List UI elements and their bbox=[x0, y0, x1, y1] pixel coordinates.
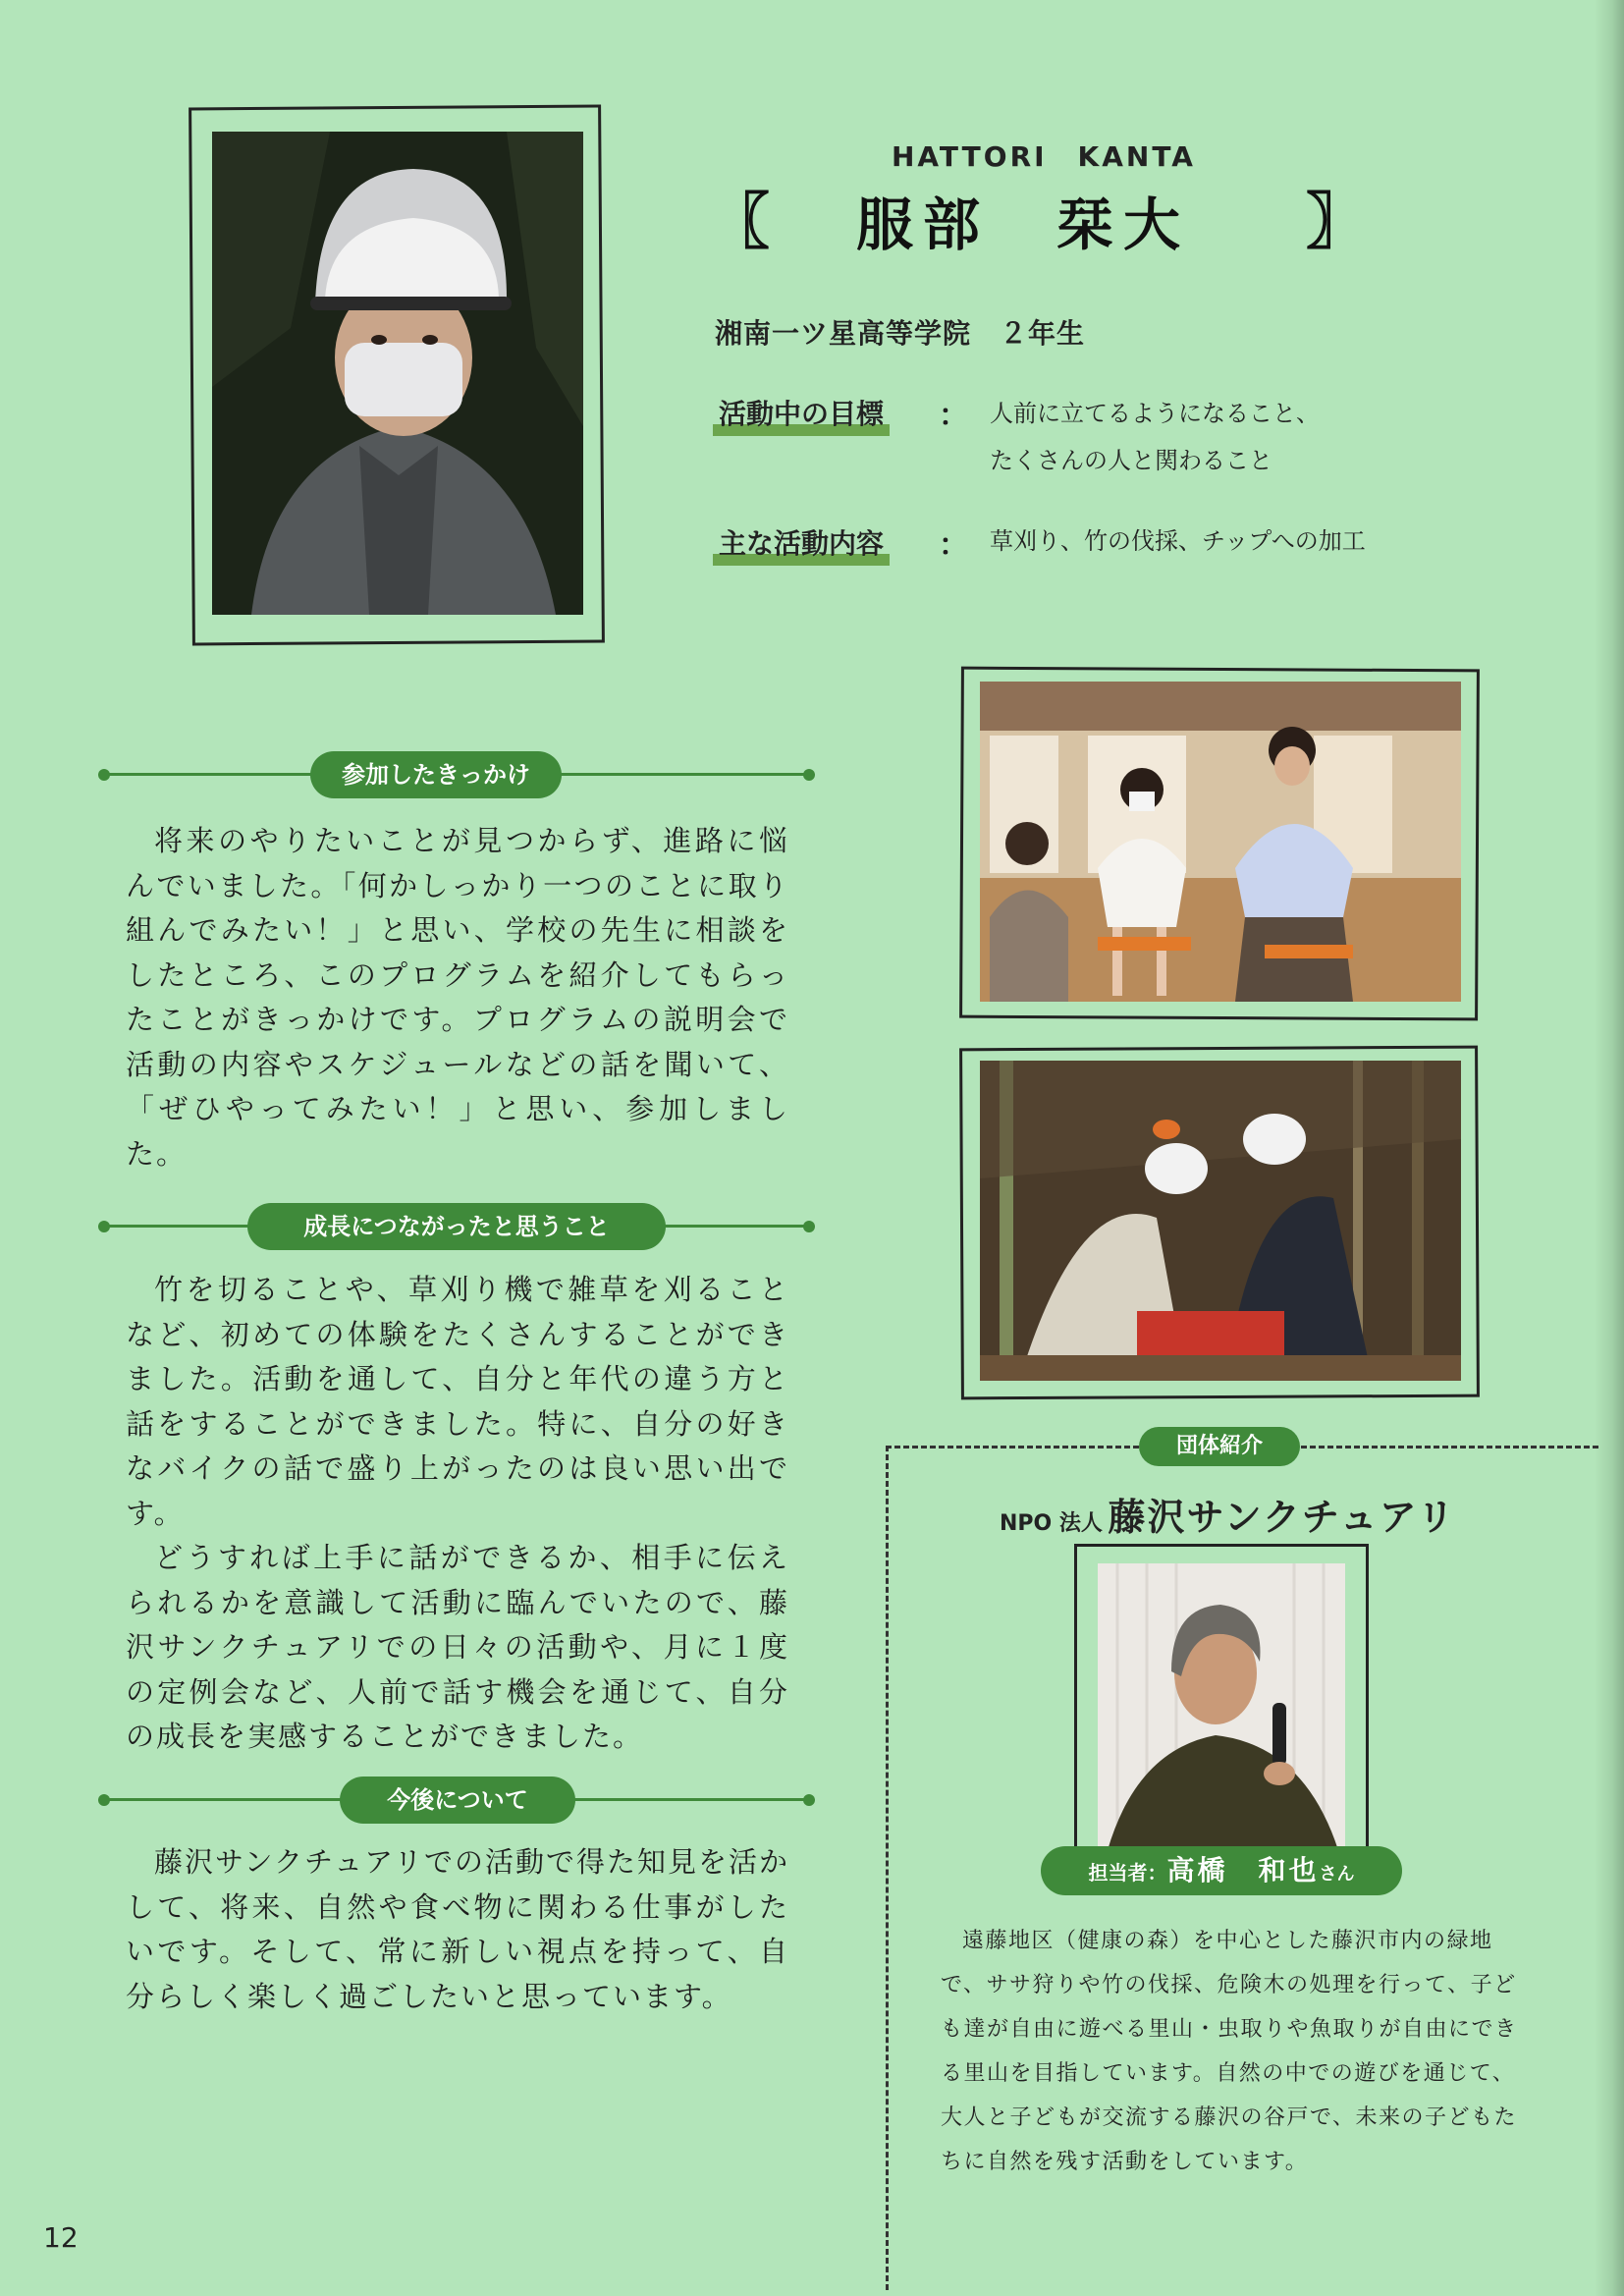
page-edge-shadow bbox=[1595, 0, 1624, 2296]
section-3-right-dot bbox=[803, 1794, 815, 1806]
org-description: 遠藤地区（健康の森）を中心とした藤沢市内の緑地で、ササ狩りや竹の伐採、危険木の処理を行って、子ども達が自由に遊べる里山・虫取りや魚取りが自由にできる里山を目指しています。自然の中での遊びを通じて、大人と子どもが交流する藤沢の谷戸で、未来の子どもたちに自然を残す活動をしています。 bbox=[941, 1929, 1518, 2174]
section-3-heading: 今後について bbox=[340, 1777, 575, 1824]
name-bracket-open: 〖 bbox=[709, 186, 771, 257]
section-1-body bbox=[126, 819, 789, 1176]
page-number: 12 bbox=[43, 2221, 79, 2254]
activity-label: 主な活動内容 bbox=[719, 522, 884, 562]
section-1-paragraph: 将来のやりたいことが見つからず、進路に悩んでいました。「何かしっかり一つのことに取り組んでみたい！」と思い、学校の先生に相談をしたところ、このプログラムを紹介してもらったことがきっかけです。プログラムの説明会で活動の内容やスケジュールなどの話を聞いて、「ぜひやってみたい！」と思い、参加しました。 bbox=[126, 824, 789, 1171]
org-box-left-border bbox=[886, 1446, 889, 2290]
org-badge: 団体紹介 bbox=[1139, 1427, 1300, 1466]
contact-name: 高橋 和也 bbox=[1166, 1854, 1320, 1886]
school-grade: 湘南一ツ星高等学院 ２年生 bbox=[715, 317, 1086, 350]
section-2-heading: 成長につながったと思うこと bbox=[247, 1203, 666, 1250]
portrait-photo bbox=[212, 132, 583, 615]
section-2-paragraph-2: どうすれば上手に話ができるか、相手に伝えられるかを意識して活動に臨んでいたので、藤沢サンクチュアリでの日々の活動や、月に１度の定例会など、人前で話す機会を通じて、自分の成長を実感することができました。 bbox=[126, 1541, 789, 1753]
contact-person-badge bbox=[1041, 1846, 1402, 1895]
person-name: 服部 栞大 bbox=[856, 191, 1191, 258]
goal-value-line2: たくさんの人と関わること bbox=[990, 447, 1272, 474]
section-1-heading: 参加したきっかけ bbox=[310, 751, 562, 798]
goal-label: 活動中の目標 bbox=[719, 393, 884, 432]
section-2-body bbox=[126, 1268, 789, 1760]
org-name: 藤沢サンクチュアリ bbox=[1108, 1496, 1457, 1539]
contact-suffix: さん bbox=[1319, 1864, 1355, 1885]
name-bracket-close: 〗 bbox=[1306, 186, 1368, 257]
contact-role: 担当者： bbox=[1088, 1861, 1167, 1885]
activity-value: 草刈り、竹の伐採、チップへの加工 bbox=[990, 527, 1366, 555]
name-romaji: HATTORI KANTA bbox=[892, 140, 1196, 173]
section-2-paragraph-1: 竹を切ることや、草刈り機で雑草を刈ることなど、初めての体験をたくさんすることができました。活動を通して、自分と年代の違う方と話をすることができました。特に、自分の好きなバイクの話で盛り上がったのは良い思い出です。 bbox=[126, 1273, 789, 1530]
org-prefix: NPO 法人 bbox=[1000, 1511, 1103, 1536]
section-3-body bbox=[126, 1840, 789, 2019]
presentation-photo bbox=[980, 682, 1461, 1002]
section-2-right-dot bbox=[803, 1221, 815, 1232]
section-1-right-dot bbox=[803, 769, 815, 781]
goal-colon: ： bbox=[939, 399, 968, 433]
section-3-paragraph: 藤沢サンクチュアリでの活動で得た知見を活かして、将来、自然や食べ物に関わる仕事がしたいです。そして、常に新しい視点を持って、自分らしく楽しく過ごしたいと思っています。 bbox=[126, 1845, 789, 2013]
goal-value-line1: 人前に立てるようになること、 bbox=[990, 400, 1320, 427]
contact-photo bbox=[1098, 1563, 1345, 1850]
org-title bbox=[1000, 1487, 1456, 1541]
activity-colon: ： bbox=[939, 528, 968, 563]
fieldwork-photo bbox=[980, 1061, 1461, 1381]
